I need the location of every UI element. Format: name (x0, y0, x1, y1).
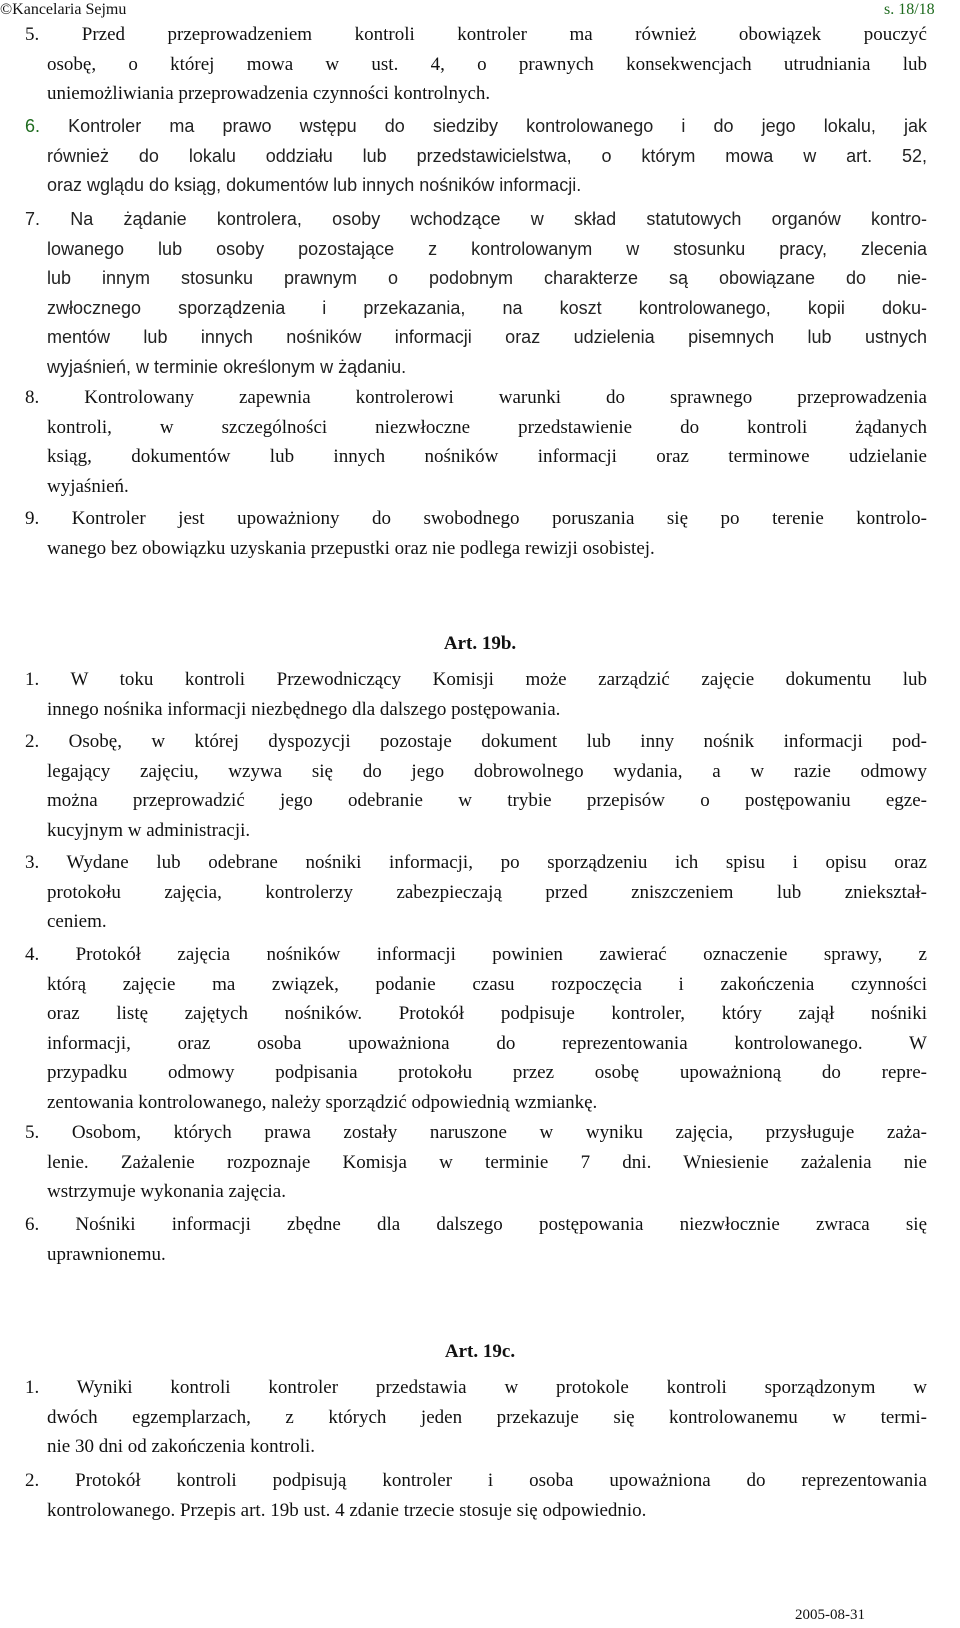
footer-date: 2005-08-31 (795, 1607, 865, 1623)
text-line: oraz listę zajętych nośników. Protokół podpisuje kontroler, który zajął nośniki (47, 1003, 927, 1024)
text-line: 5. Osobom, których prawa zostały naruszone w wyniku zajęcia, przysługuje zaża- (25, 1122, 927, 1143)
text-line: kontrolowanego. Przepis art. 19b ust. 4 zdanie trzecie stosuje się odpowiednio. (47, 1499, 647, 1521)
header-copyright: ©Kancelaria Sejmu (0, 1, 127, 18)
text-line: przypadku odmowy podpisania protokołu przez osobę upoważnioną do repre- (47, 1062, 927, 1083)
article-19b-paragraph-6 (25, 1210, 927, 1269)
article-19c-paragraph-2 (25, 1466, 927, 1525)
text-line: 9. Kontroler jest upoważniony do swobodnego poruszania się po terenie kontrolo- (25, 508, 927, 529)
text-line: 2. Osobę, w której dyspozycji pozostaje dokument lub inny nośnik informacji pod- (25, 731, 927, 752)
text-line: zwłocznego sporządzenia i przekazania, na koszt kontrolowanego, kopii doku- (47, 297, 927, 318)
header-page-number: s. 18/18 (884, 1, 935, 18)
text-line: 2. Protokół kontroli podpisują kontroler i osoba upoważniona do reprezentowania (25, 1470, 927, 1491)
text-line: innego nośnika informacji niezbędnego dla dalszego postępowania. (47, 698, 561, 720)
article-19b-paragraph-5 (25, 1118, 927, 1207)
text-line: ksiąg, dokumentów lub innych nośników informacji oraz terminowe udzielanie (47, 446, 927, 467)
paragraph-text: Kontroler ma prawo wstępu do siedziby kontrolowanego i do jego lokalu, jak (40, 116, 927, 136)
paragraph-9 (25, 504, 927, 563)
paragraph-6 (25, 112, 927, 201)
text-line: mentów lub innych nośników informacji oraz udzielenia pisemnych lub ustnych (47, 327, 927, 347)
paragraph-5 (25, 20, 927, 109)
article-19c-title: Art. 19c. (444, 1341, 516, 1362)
text-line: ceniem. (47, 911, 107, 932)
text-line: 5. Przed przeprowadzeniem kontroli kontroler ma również obowiązek pouczyć (25, 24, 927, 45)
article-19b-title: Art. 19b. (443, 633, 517, 654)
text-line (25, 112, 927, 142)
paragraph-number: 6. (25, 116, 41, 136)
text-line: oraz wglądu do ksiąg, dokumentów lub innych nośników informacji. (47, 175, 582, 195)
text-line: 6. Nośniki informacji zbędne dla dalszego postępowania niezwłocznie zwraca się (25, 1214, 927, 1235)
text-line: kontroli, w szczególności niezwłoczne przedstawienie do kontroli żądanych (47, 416, 927, 438)
article-19b-paragraph-2 (25, 727, 927, 845)
text-line: legający zajęciu, wzywa się do jego dobrowolnego wydania, a w razie odmowy (47, 760, 927, 782)
text-line: uprawnionemu. (47, 1243, 166, 1265)
text-line: lowanego lub osoby pozostające z kontrolowanym w stosunku pracy, zlecenia (47, 238, 927, 259)
paragraph-8 (25, 383, 927, 501)
text-line: można przeprowadzić jego odebranie w trybie przepisów o postępowaniu egze- (47, 790, 927, 811)
text-line: wyjaśnień. (47, 475, 129, 497)
text-line: 1. W toku kontroli Przewodniczący Komisji może zarządzić zajęcie dokumentu lub (25, 669, 927, 690)
text-line: protokołu zajęcia, kontrolerzy zabezpieczają przed zniszczeniem lub zniekształ- (47, 881, 927, 903)
text-line: nie 30 dni od zakończenia kontroli. (47, 1436, 316, 1457)
article-19b-paragraph-4 (25, 940, 927, 1117)
text-line: dwóch egzemplarzach, z których jeden przekazuje się kontrolowanemu w termi- (47, 1406, 927, 1428)
article-19b-paragraph-1 (25, 665, 927, 724)
text-line: 4. Protokół zajęcia nośników informacji powinien zawierać oznaczenie sprawy, z (25, 944, 927, 965)
article-19c-paragraph-1 (25, 1373, 927, 1462)
text-line: 7. Na żądanie kontrolera, osoby wchodzące w skład statutowych organów kontro- (25, 209, 927, 229)
text-line: wanego bez obowiązku uzyskania przepustki oraz nie podlega rewizji osobistej. (47, 537, 655, 559)
text-line: uniemożliwiania przeprowadzenia czynności kontrolnych. (47, 83, 491, 104)
text-line: zentowania kontrolowanego, należy sporządzić odpowiednią wzmiankę. (47, 1091, 598, 1113)
paragraph-7 (25, 205, 927, 382)
text-line: również do lokalu oddziału lub przedstawicielstwa, o którym mowa w art. 52, (47, 145, 927, 166)
article-19b-paragraph-3 (25, 848, 927, 937)
text-line: wyjaśnień, w terminie określonym w żądaniu. (47, 356, 407, 377)
text-line: kucyjnym w administracji. (47, 819, 251, 841)
text-line: 1. Wyniki kontroli kontroler przedstawia w protokole kontroli sporządzonym w (25, 1377, 927, 1398)
text-line: którą zajęcie ma związek, podanie czasu rozpoczęcia i zakończenia czynności (47, 973, 927, 995)
text-line: 3. Wydane lub odebrane nośniki informacji, po sporządzeniu ich spisu i opisu oraz (25, 852, 927, 873)
text-line: osobę, o której mowa w ust. 4, o prawnych konsekwencjach utrudniania lub (47, 53, 927, 75)
text-line: lub innym stosunku prawnym o podobnym charakterze są obowiązane do nie- (47, 268, 927, 288)
text-line: 8. Kontrolowany zapewnia kontrolerowi warunki do sprawnego przeprowadzenia (25, 387, 927, 408)
text-line: informacji, oraz osoba upoważniona do reprezentowania kontrolowanego. W (47, 1032, 927, 1054)
text-line: wstrzymuje wykonania zajęcia. (47, 1181, 286, 1202)
text-line: lenie. Zażalenie rozpoznaje Komisja w terminie 7 dni. Wniesienie zażalenia nie (47, 1151, 927, 1173)
